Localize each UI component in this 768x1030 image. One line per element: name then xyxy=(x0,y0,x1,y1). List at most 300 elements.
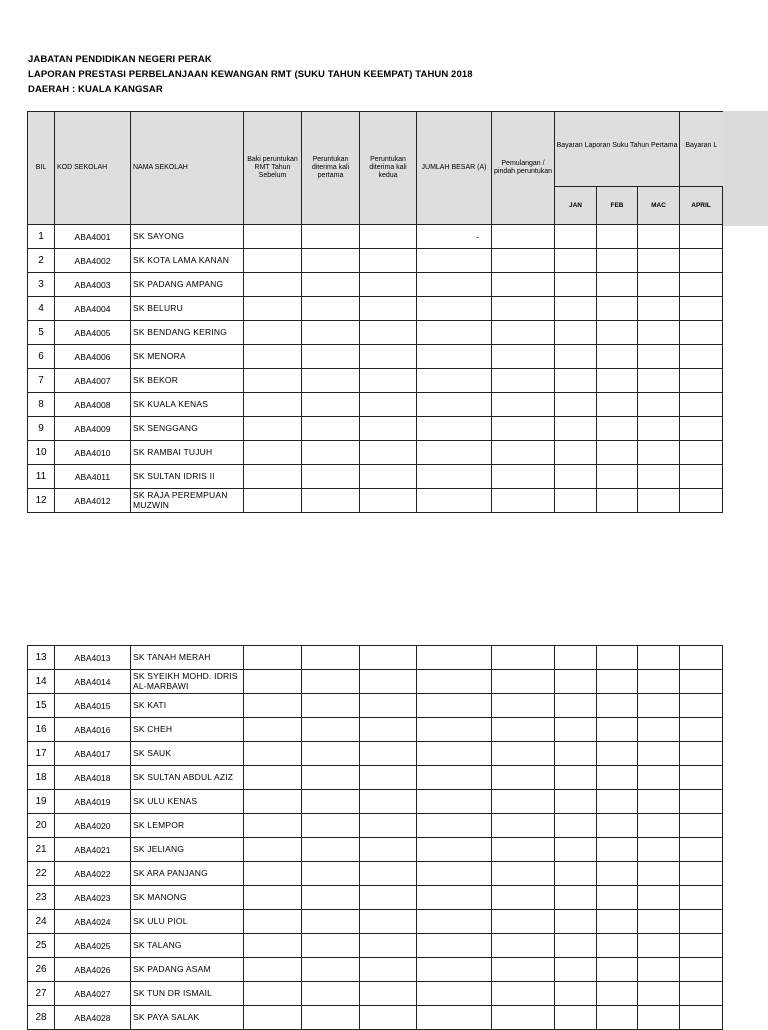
row-jumlah-besar xyxy=(417,694,492,718)
row-bil: 1 xyxy=(28,225,55,249)
row-pemulangan xyxy=(492,249,555,273)
row-feb xyxy=(597,297,638,321)
row-kod-sekolah: ABA4001 xyxy=(55,225,131,249)
row-jumlah-besar xyxy=(417,814,492,838)
row-feb xyxy=(597,886,638,910)
row-pemulangan xyxy=(492,369,555,393)
row-april xyxy=(680,838,723,862)
row-jan xyxy=(555,742,597,766)
row-feb xyxy=(597,718,638,742)
table-row xyxy=(28,670,723,694)
row-mac xyxy=(638,417,680,441)
row-pemulangan xyxy=(492,393,555,417)
row-april xyxy=(680,670,723,694)
row-pemulangan xyxy=(492,273,555,297)
row-peruntukan-1 xyxy=(302,982,360,1006)
row-kod-sekolah: ABA4012 xyxy=(55,489,131,513)
row-nama-sekolah: SK ARA PANJANG xyxy=(131,862,244,886)
row-bil: 18 xyxy=(28,766,55,790)
row-jan xyxy=(555,465,597,489)
row-jumlah-besar xyxy=(417,297,492,321)
row-baki xyxy=(244,886,302,910)
row-pemulangan xyxy=(492,814,555,838)
row-peruntukan-2 xyxy=(360,369,417,393)
row-jan xyxy=(555,321,597,345)
report-table-continued xyxy=(27,645,723,1030)
row-peruntukan-2 xyxy=(360,1006,417,1030)
row-mac xyxy=(638,814,680,838)
row-pemulangan xyxy=(492,489,555,513)
row-nama-sekolah: SK PADANG AMPANG xyxy=(131,273,244,297)
table-row xyxy=(28,910,723,934)
col-header-kod: KOD SEKOLAH xyxy=(55,112,131,225)
row-kod-sekolah: ABA4028 xyxy=(55,1006,131,1030)
row-peruntukan-2 xyxy=(360,670,417,694)
row-jan xyxy=(555,790,597,814)
row-mac xyxy=(638,790,680,814)
row-mac xyxy=(638,838,680,862)
row-bil: 14 xyxy=(28,670,55,694)
row-feb xyxy=(597,934,638,958)
row-nama-sekolah: SK KOTA LAMA KANAN xyxy=(131,249,244,273)
row-peruntukan-1 xyxy=(302,465,360,489)
row-mac xyxy=(638,982,680,1006)
row-mac xyxy=(638,670,680,694)
row-feb xyxy=(597,1006,638,1030)
row-april xyxy=(680,982,723,1006)
row-jan xyxy=(555,694,597,718)
row-peruntukan-2 xyxy=(360,886,417,910)
row-mac xyxy=(638,886,680,910)
row-peruntukan-1 xyxy=(302,766,360,790)
col-header-peruntukan-2: Peruntukan diterima kali kedua xyxy=(360,112,417,225)
row-april xyxy=(680,297,723,321)
row-pemulangan xyxy=(492,862,555,886)
row-pemulangan xyxy=(492,441,555,465)
row-april xyxy=(680,465,723,489)
row-jumlah-besar xyxy=(417,886,492,910)
row-feb xyxy=(597,742,638,766)
row-bil: 24 xyxy=(28,910,55,934)
row-april xyxy=(680,417,723,441)
row-feb xyxy=(597,646,638,670)
row-jumlah-besar xyxy=(417,321,492,345)
row-jumlah-besar xyxy=(417,393,492,417)
row-jan xyxy=(555,273,597,297)
table-body-page-2 xyxy=(28,646,723,1030)
row-jan xyxy=(555,718,597,742)
row-april xyxy=(680,225,723,249)
row-kod-sekolah: ABA4016 xyxy=(55,718,131,742)
row-bil: 6 xyxy=(28,345,55,369)
row-nama-sekolah: SK LEMPOR xyxy=(131,814,244,838)
row-peruntukan-1 xyxy=(302,910,360,934)
row-peruntukan-1 xyxy=(302,958,360,982)
table-row xyxy=(28,982,723,1006)
row-bil: 11 xyxy=(28,465,55,489)
table-row xyxy=(28,465,723,489)
row-peruntukan-2 xyxy=(360,465,417,489)
row-peruntukan-2 xyxy=(360,982,417,1006)
row-baki xyxy=(244,249,302,273)
row-april xyxy=(680,814,723,838)
row-feb xyxy=(597,489,638,513)
row-pemulangan xyxy=(492,297,555,321)
row-kod-sekolah: ABA4010 xyxy=(55,441,131,465)
table-row xyxy=(28,838,723,862)
table-row xyxy=(28,1006,723,1030)
row-april xyxy=(680,766,723,790)
row-mac xyxy=(638,345,680,369)
row-nama-sekolah: SK SULTAN IDRIS II xyxy=(131,465,244,489)
table-row xyxy=(28,417,723,441)
row-pemulangan xyxy=(492,321,555,345)
row-bil: 10 xyxy=(28,441,55,465)
row-peruntukan-1 xyxy=(302,646,360,670)
row-bil: 9 xyxy=(28,417,55,441)
row-jan xyxy=(555,489,597,513)
header-overflow-shade xyxy=(722,111,768,226)
row-baki xyxy=(244,910,302,934)
row-baki xyxy=(244,670,302,694)
row-pemulangan xyxy=(492,417,555,441)
col-header-pemulangan: Pemulangan / pindah peruntukan xyxy=(492,112,555,225)
row-april xyxy=(680,1006,723,1030)
row-peruntukan-2 xyxy=(360,814,417,838)
row-peruntukan-1 xyxy=(302,670,360,694)
row-mac xyxy=(638,225,680,249)
row-mac xyxy=(638,369,680,393)
row-jumlah-besar xyxy=(417,718,492,742)
row-kod-sekolah: ABA4002 xyxy=(55,249,131,273)
row-feb xyxy=(597,766,638,790)
col-header-april: APRIL xyxy=(680,187,723,225)
row-nama-sekolah: SK SAYONG xyxy=(131,225,244,249)
row-peruntukan-2 xyxy=(360,742,417,766)
row-nama-sekolah: SK PADANG ASAM xyxy=(131,958,244,982)
row-pemulangan xyxy=(492,646,555,670)
row-jan xyxy=(555,345,597,369)
row-bil: 4 xyxy=(28,297,55,321)
row-feb xyxy=(597,814,638,838)
row-peruntukan-1 xyxy=(302,718,360,742)
row-feb xyxy=(597,417,638,441)
row-peruntukan-2 xyxy=(360,694,417,718)
row-bil: 15 xyxy=(28,694,55,718)
row-pemulangan xyxy=(492,742,555,766)
row-jan xyxy=(555,886,597,910)
row-kod-sekolah: ABA4011 xyxy=(55,465,131,489)
row-peruntukan-2 xyxy=(360,790,417,814)
row-nama-sekolah: SK ULU KENAS xyxy=(131,790,244,814)
row-mac xyxy=(638,441,680,465)
row-bil: 20 xyxy=(28,814,55,838)
row-kod-sekolah: ABA4022 xyxy=(55,862,131,886)
table-row xyxy=(28,886,723,910)
row-baki xyxy=(244,790,302,814)
row-april xyxy=(680,886,723,910)
row-peruntukan-1 xyxy=(302,369,360,393)
row-bil: 28 xyxy=(28,1006,55,1030)
col-header-mac: MAC xyxy=(638,187,680,225)
row-nama-sekolah: SK SENGGANG xyxy=(131,417,244,441)
row-kod-sekolah: ABA4026 xyxy=(55,958,131,982)
row-pemulangan xyxy=(492,670,555,694)
row-baki xyxy=(244,225,302,249)
row-mac xyxy=(638,1006,680,1030)
row-jan xyxy=(555,766,597,790)
row-baki xyxy=(244,465,302,489)
row-peruntukan-1 xyxy=(302,934,360,958)
row-jan xyxy=(555,958,597,982)
row-jan xyxy=(555,225,597,249)
row-april xyxy=(680,910,723,934)
row-bil: 27 xyxy=(28,982,55,1006)
row-kod-sekolah: ABA4003 xyxy=(55,273,131,297)
table-row xyxy=(28,646,723,670)
row-jan xyxy=(555,910,597,934)
row-pemulangan xyxy=(492,718,555,742)
row-april xyxy=(680,694,723,718)
row-peruntukan-2 xyxy=(360,862,417,886)
row-peruntukan-1 xyxy=(302,297,360,321)
row-april xyxy=(680,934,723,958)
row-jumlah-besar xyxy=(417,670,492,694)
row-mac xyxy=(638,766,680,790)
row-nama-sekolah: SK BENDANG KERING xyxy=(131,321,244,345)
row-kod-sekolah: ABA4015 xyxy=(55,694,131,718)
row-jumlah-besar xyxy=(417,958,492,982)
row-bil: 12 xyxy=(28,489,55,513)
row-pemulangan xyxy=(492,886,555,910)
table-row xyxy=(28,225,723,249)
row-peruntukan-1 xyxy=(302,742,360,766)
row-baki xyxy=(244,958,302,982)
row-baki xyxy=(244,417,302,441)
row-april xyxy=(680,958,723,982)
row-mac xyxy=(638,489,680,513)
row-peruntukan-1 xyxy=(302,321,360,345)
row-kod-sekolah: ABA4021 xyxy=(55,838,131,862)
table-row xyxy=(28,934,723,958)
row-jumlah-besar xyxy=(417,369,492,393)
row-kod-sekolah: ABA4024 xyxy=(55,910,131,934)
report-header xyxy=(28,52,473,97)
table-row xyxy=(28,742,723,766)
row-feb xyxy=(597,441,638,465)
col-header-baki: Baki peruntukan RMT Tahun Sebelum xyxy=(244,112,302,225)
row-jan xyxy=(555,369,597,393)
row-mac xyxy=(638,273,680,297)
row-pemulangan xyxy=(492,982,555,1006)
row-nama-sekolah: SK CHEH xyxy=(131,718,244,742)
row-feb xyxy=(597,225,638,249)
row-kod-sekolah: ABA4019 xyxy=(55,790,131,814)
row-jan xyxy=(555,297,597,321)
col-header-bayaran-suku-1: Bayaran Laporan Suku Tahun Pertama xyxy=(555,112,680,187)
row-feb xyxy=(597,249,638,273)
row-mac xyxy=(638,934,680,958)
col-header-peruntukan-1: Peruntukan diterima kali pertama xyxy=(302,112,360,225)
col-header-jumlah: JUMLAH BESAR (A) xyxy=(417,112,492,225)
row-feb xyxy=(597,393,638,417)
table-row xyxy=(28,441,723,465)
col-header-feb: FEB xyxy=(597,187,638,225)
row-feb xyxy=(597,321,638,345)
row-jan xyxy=(555,417,597,441)
row-baki xyxy=(244,321,302,345)
row-bil: 5 xyxy=(28,321,55,345)
row-bil: 19 xyxy=(28,790,55,814)
row-baki xyxy=(244,646,302,670)
row-bil: 16 xyxy=(28,718,55,742)
row-april xyxy=(680,489,723,513)
row-peruntukan-2 xyxy=(360,958,417,982)
row-bil: 17 xyxy=(28,742,55,766)
row-peruntukan-2 xyxy=(360,249,417,273)
row-peruntukan-1 xyxy=(302,417,360,441)
row-peruntukan-2 xyxy=(360,417,417,441)
table-row xyxy=(28,393,723,417)
row-mac xyxy=(638,718,680,742)
table-row xyxy=(28,718,723,742)
col-header-bil: BIL xyxy=(28,112,55,225)
row-baki xyxy=(244,766,302,790)
row-pemulangan xyxy=(492,766,555,790)
row-pemulangan xyxy=(492,1006,555,1030)
row-baki xyxy=(244,273,302,297)
row-kod-sekolah: ABA4008 xyxy=(55,393,131,417)
row-peruntukan-1 xyxy=(302,441,360,465)
row-april xyxy=(680,646,723,670)
table-row xyxy=(28,814,723,838)
row-jumlah-besar: - xyxy=(417,225,492,249)
row-jan xyxy=(555,249,597,273)
row-jumlah-besar xyxy=(417,465,492,489)
row-pemulangan xyxy=(492,694,555,718)
table-row xyxy=(28,321,723,345)
row-baki xyxy=(244,345,302,369)
col-header-bayaran-next: Bayaran L xyxy=(680,112,723,187)
row-nama-sekolah: SK RAMBAI TUJUH xyxy=(131,441,244,465)
table-row xyxy=(28,273,723,297)
row-kod-sekolah: ABA4023 xyxy=(55,886,131,910)
row-jan xyxy=(555,646,597,670)
row-peruntukan-2 xyxy=(360,393,417,417)
report-title: LAPORAN PRESTASI PERBELANJAAN KEWANGAN RMT (SUKU TAHUN KEEMPAT) TAHUN 2018 xyxy=(28,69,473,80)
row-kod-sekolah: ABA4009 xyxy=(55,417,131,441)
row-peruntukan-2 xyxy=(360,321,417,345)
table-row xyxy=(28,958,723,982)
row-peruntukan-1 xyxy=(302,886,360,910)
row-baki xyxy=(244,489,302,513)
row-kod-sekolah: ABA4013 xyxy=(55,646,131,670)
row-jan xyxy=(555,393,597,417)
row-april xyxy=(680,862,723,886)
row-pemulangan xyxy=(492,465,555,489)
row-nama-sekolah: SK SYEIKH MOHD. IDRIS AL-MARBAWI xyxy=(131,670,244,694)
table-row xyxy=(28,249,723,273)
row-feb xyxy=(597,369,638,393)
row-bil: 3 xyxy=(28,273,55,297)
row-peruntukan-2 xyxy=(360,273,417,297)
row-jumlah-besar xyxy=(417,766,492,790)
row-nama-sekolah: SK BELURU xyxy=(131,297,244,321)
row-baki xyxy=(244,441,302,465)
row-pemulangan xyxy=(492,958,555,982)
row-jumlah-besar xyxy=(417,417,492,441)
row-jumlah-besar xyxy=(417,862,492,886)
row-kod-sekolah: ABA4020 xyxy=(55,814,131,838)
row-april xyxy=(680,345,723,369)
row-baki xyxy=(244,1006,302,1030)
row-jumlah-besar xyxy=(417,345,492,369)
row-peruntukan-2 xyxy=(360,345,417,369)
row-peruntukan-1 xyxy=(302,694,360,718)
row-baki xyxy=(244,742,302,766)
row-jan xyxy=(555,862,597,886)
row-peruntukan-2 xyxy=(360,297,417,321)
row-jumlah-besar xyxy=(417,646,492,670)
row-peruntukan-1 xyxy=(302,249,360,273)
row-april xyxy=(680,718,723,742)
table-row xyxy=(28,790,723,814)
row-kod-sekolah: ABA4004 xyxy=(55,297,131,321)
row-nama-sekolah: SK ULU PIOL xyxy=(131,910,244,934)
row-peruntukan-1 xyxy=(302,393,360,417)
row-feb xyxy=(597,694,638,718)
row-feb xyxy=(597,790,638,814)
table-row xyxy=(28,862,723,886)
row-kod-sekolah: ABA4018 xyxy=(55,766,131,790)
row-nama-sekolah: SK TALANG xyxy=(131,934,244,958)
table-row xyxy=(28,694,723,718)
row-jumlah-besar xyxy=(417,742,492,766)
row-april xyxy=(680,742,723,766)
row-jumlah-besar xyxy=(417,934,492,958)
row-baki xyxy=(244,369,302,393)
row-baki xyxy=(244,814,302,838)
row-jumlah-besar xyxy=(417,249,492,273)
row-nama-sekolah: SK JELIANG xyxy=(131,838,244,862)
row-peruntukan-1 xyxy=(302,838,360,862)
row-feb xyxy=(597,838,638,862)
row-nama-sekolah: SK TUN DR ISMAIL xyxy=(131,982,244,1006)
row-jan xyxy=(555,982,597,1006)
row-pemulangan xyxy=(492,910,555,934)
row-baki xyxy=(244,982,302,1006)
col-header-jan: JAN xyxy=(555,187,597,225)
row-feb xyxy=(597,670,638,694)
row-mac xyxy=(638,910,680,934)
row-baki xyxy=(244,838,302,862)
row-peruntukan-2 xyxy=(360,838,417,862)
row-nama-sekolah: SK KATI xyxy=(131,694,244,718)
row-baki xyxy=(244,393,302,417)
row-april xyxy=(680,393,723,417)
row-mac xyxy=(638,321,680,345)
row-peruntukan-2 xyxy=(360,910,417,934)
row-april xyxy=(680,790,723,814)
row-peruntukan-1 xyxy=(302,489,360,513)
row-kod-sekolah: ABA4006 xyxy=(55,345,131,369)
row-jumlah-besar xyxy=(417,441,492,465)
row-jumlah-besar xyxy=(417,273,492,297)
row-peruntukan-1 xyxy=(302,225,360,249)
row-peruntukan-2 xyxy=(360,646,417,670)
row-april xyxy=(680,321,723,345)
row-jumlah-besar xyxy=(417,790,492,814)
